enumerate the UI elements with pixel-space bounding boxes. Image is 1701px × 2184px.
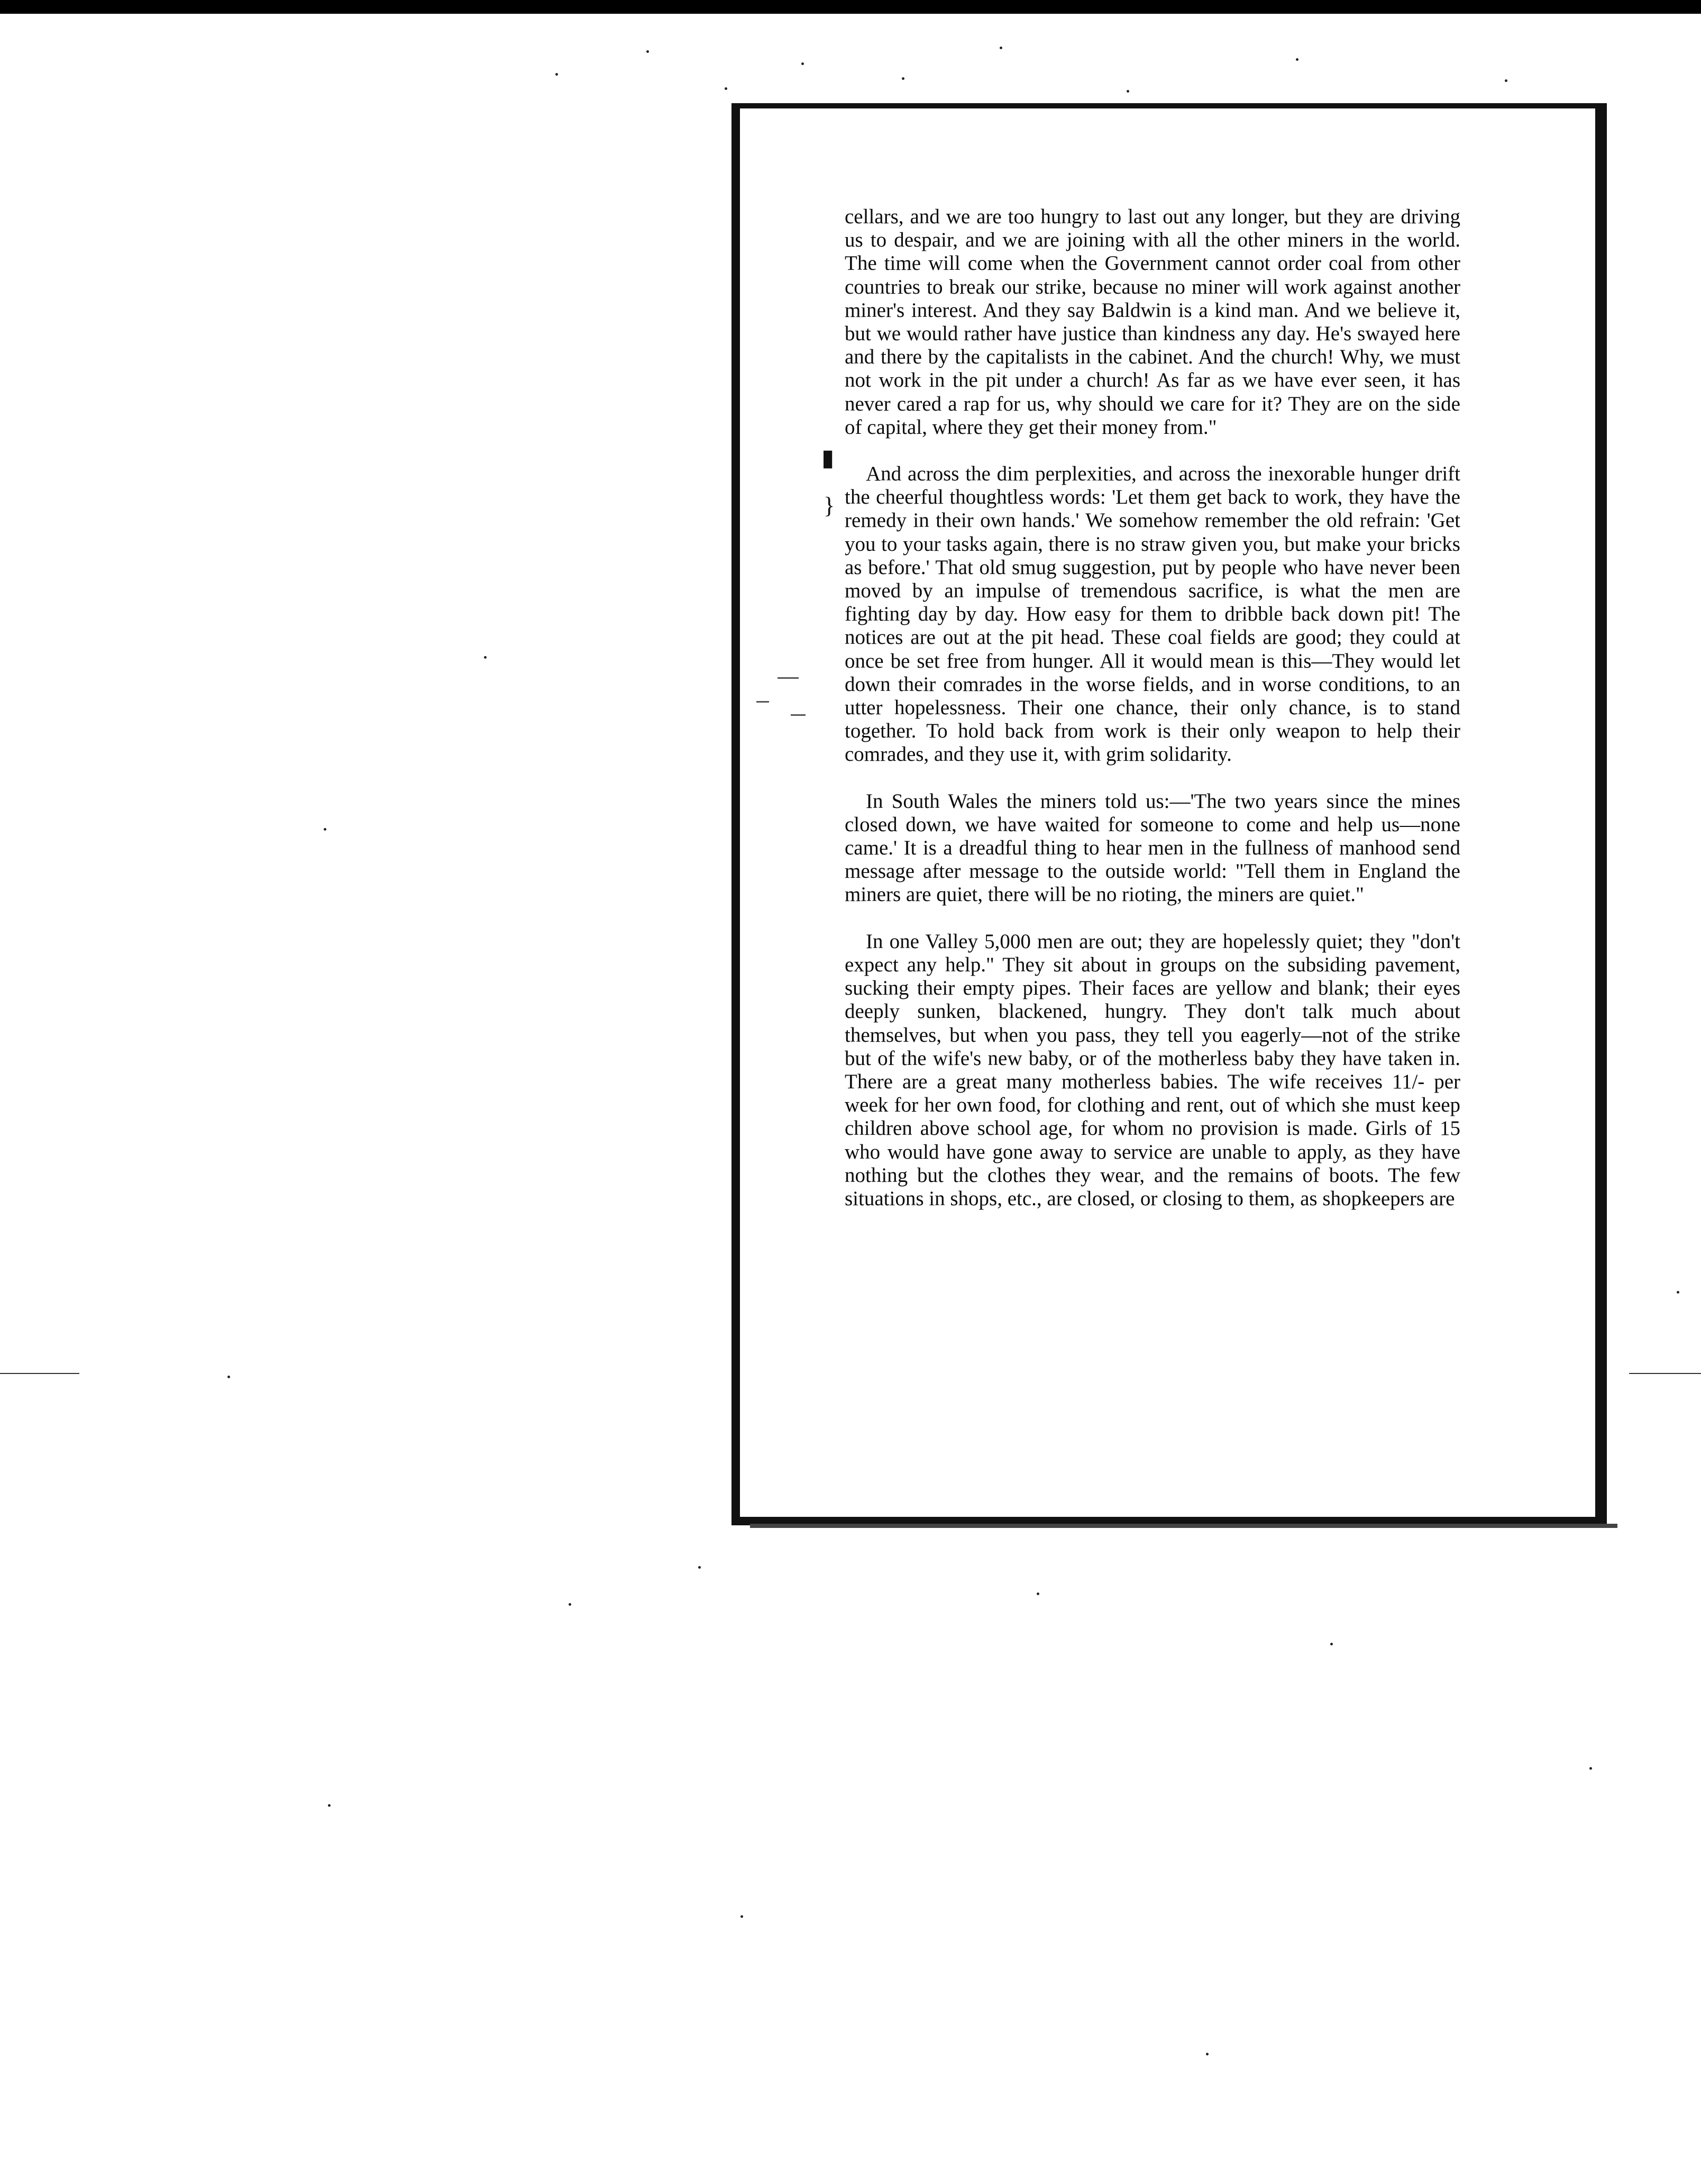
- scan-speck: [227, 1376, 230, 1378]
- scan-speck: [902, 77, 904, 80]
- paragraph: In South Wales the miners told us:—'The two years since the mines closed down, we have waited for someone to come and help us—none came.' It is a dreadful thing to hear men in the fullness of manhood send message after message to the outside world: "Tell them in England the miners are quiet, there will be no rioting, the miners are quiet.": [845, 789, 1460, 906]
- page-bottom-edge: [750, 1524, 1617, 1528]
- margin-dash-mark: [756, 701, 769, 703]
- scan-speck: [698, 1566, 701, 1569]
- margin-bracket-mark: ▮: [821, 445, 835, 471]
- document-body: [845, 205, 1460, 1211]
- scan-speck: [555, 73, 558, 76]
- paragraph: In one Valley 5,000 men are out; they are hopelessly quiet; they "don't expect any help." They sit about in groups on the subsiding pavement, sucking their empty pipes. Their faces are yellow and blank; their eyes deeply sunken, blackened, hungry. They don't talk much about themselves, but when you pass, they tell you eagerly—not of the strike but of the wife's new baby, or of the motherless baby they have taken in. There are a great many motherless babies. The wife receives 11/- per week for her own food, for clothing and rent, out of which she must keep children above school age, for whom no provision is made. Girls of 15 who would have gone away to service are unable to apply, as they have nothing but the clothes they wear, and the remains of boots. The few situations in shops, etc., are closed, or closing to them, as shopkeepers are: [845, 930, 1460, 1210]
- margin-bracket-mark: }: [824, 493, 835, 518]
- scan-left-rule: [0, 1373, 79, 1374]
- scan-speck: [569, 1603, 571, 1606]
- margin-dash-mark: [791, 714, 806, 716]
- paragraph-gap: [845, 907, 1460, 930]
- scan-speck: [725, 87, 727, 90]
- scan-speck: [328, 1804, 331, 1807]
- scan-speck: [646, 50, 649, 53]
- scan-speck: [1206, 2053, 1209, 2055]
- scan-speck: [1037, 1593, 1039, 1595]
- paragraph: And across the dim perplexities, and across the inexorable hunger drift the cheerful thoughtless words: 'Let them get back to work, they have the remedy in their own hands.' We somehow remember the old refrain: 'Get you to your tasks again, there is no straw given you, but make your bricks as before.' That old smug suggestion, put by people who have never been moved by an impulse of tremendous sacrifice, is what the men are fighting day by day. How easy for them to dribble back down pit! The notices are out at the pit head. These coal fields are good; they could at once be set free from hunger. All it would mean is this—They would let down their comrades in the worse fields, and in worse conditions, to an utter hopelessness. Their one chance, their only chance, is to stand together. To hold back from work is their only weapon to help their comrades, and they use it, with grim solidarity.: [845, 462, 1460, 766]
- scan-speck: [324, 828, 326, 831]
- scan-speck: [740, 1915, 743, 1918]
- scan-speck: [1589, 1767, 1592, 1770]
- margin-dash-mark: [778, 677, 799, 679]
- scan-speck: [1330, 1643, 1333, 1645]
- scan-speck: [1296, 58, 1298, 61]
- paragraph-gap: [845, 439, 1460, 462]
- scan-top-border: [0, 0, 1701, 14]
- scan-speck: [801, 62, 804, 65]
- scan-speck: [1677, 1291, 1679, 1294]
- scan-speck: [1505, 79, 1507, 82]
- scan-speck: [1000, 47, 1002, 49]
- paragraph-gap: [845, 767, 1460, 790]
- scan-speck: [1127, 90, 1129, 93]
- paragraph: cellars, and we are too hungry to last out any longer, but they are driving us to despair, and we are joining with all the other miners in the world. The time will come when the Government cannot order coal from other countries to break our strike, because no miner will work against another miner's interest. And they say Baldwin is a kind man. And we believe it, but we would rather have justice than kindness any day. He's swayed here and there by the capitalists in the cabinet. And the church! Why, we must not work in the pit under a church! As far as we have ever seen, it has never cared a rap for us, why should we care for it? They are on the side of capital, where they get their money from.": [845, 205, 1460, 439]
- scan-speck: [484, 656, 487, 659]
- scan-right-rule: [1629, 1373, 1701, 1374]
